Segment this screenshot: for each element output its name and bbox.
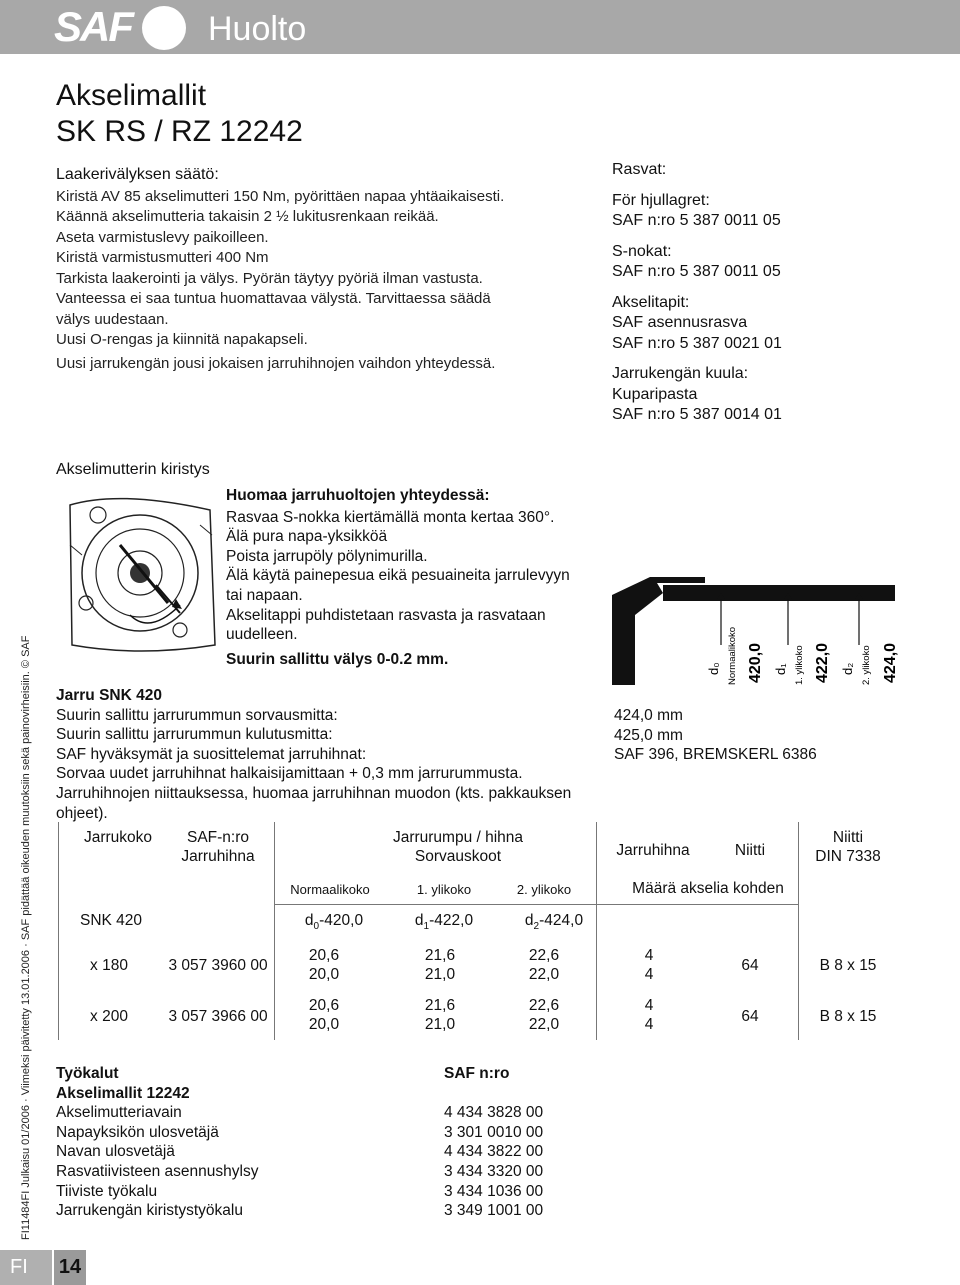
brake-value: 425,0 mm [614, 726, 683, 744]
grease-label: För hjullagret: [612, 191, 710, 209]
bearing-line: Uusi jarrukengän jousi jokaisen jarruhihnojen vaihdon yhteydessä. [56, 354, 496, 372]
page-title: Akselimallit [56, 79, 207, 112]
col-drum: Jarrurumpu / hihna [392, 829, 524, 846]
brake-service-heading: Huomaa jarruhuoltojen yhteydessä: [226, 487, 490, 504]
col-rivet-din: Niitti [832, 829, 864, 846]
sub-oversize-2: 2. ylikoko [516, 882, 572, 897]
saf-logo: SAF [54, 3, 132, 50]
hub-illustration [60, 485, 220, 660]
bearing-clearance-heading: Laakerivälyksen säätö: [56, 166, 219, 183]
brake-value: 424,0 mm [614, 707, 683, 724]
d0-label: Normaalikoko [727, 626, 738, 685]
list-item [56, 1201, 576, 1221]
sub-oversize-1: 1. ylikoko [416, 882, 472, 897]
bearing-line: Uusi O-rengas ja kiinnitä napakapseli. [56, 331, 308, 348]
grease-group [612, 242, 912, 283]
list-item [56, 1162, 576, 1182]
table-divider [274, 904, 798, 905]
col-drum-sub: Sorvauskoot [414, 848, 502, 865]
col-brake-size: Jarrukoko [83, 829, 153, 846]
tools-section [56, 1064, 576, 1221]
greases-section [612, 160, 912, 426]
table-row-normal-b: 20,0 [308, 966, 340, 983]
col-saf-no-sub: Jarruhihna [181, 848, 255, 865]
grease-line: Kuparipasta [612, 385, 698, 403]
sub-qty-per-axle: Määrä akselia kohden [632, 880, 784, 897]
brake-snk420-section [56, 686, 616, 823]
table-row-ov2-b: 22,0 [528, 1016, 560, 1033]
table-row-saf: 3 057 3966 00 [168, 1008, 268, 1025]
note-line: Älä käytä painepesua eikä pesuaineita jarrulevyyn [226, 567, 570, 585]
logo-circle-mark [142, 6, 186, 50]
page-number: 14 [54, 1250, 86, 1285]
axle-nut-tightening-heading: Akselimutterin kiristys [56, 461, 210, 478]
d1-symbol: d₁ [773, 663, 788, 675]
tools-model-heading: Akselimallit 12242 [56, 1084, 190, 1102]
table-row-normal-b: 20,0 [308, 1016, 340, 1033]
tools-code-heading: SAF n:ro [444, 1065, 510, 1082]
tool-name: Rasvatiivisteen asennushylsy [56, 1162, 259, 1180]
grease-line: SAF asennusrasva [612, 314, 748, 331]
note-line: Älä pura napa-yksikköä [226, 528, 388, 546]
tool-code: 3 434 1036 00 [444, 1182, 544, 1200]
section-title: Huolto [208, 10, 307, 48]
language-badge: FI [0, 1250, 52, 1285]
table-row-size: x 180 [90, 957, 128, 974]
col-rivet: Niitti [734, 842, 766, 859]
table-row-ov2-a: 22,6 [528, 997, 560, 1014]
table-row-lining-b: 4 [644, 966, 654, 983]
note-line: Akselitappi puhdistetaan rasvasta ja rasvataan [226, 606, 546, 624]
note-line: Rasvaa S-nokka kiertämällä monta kertaa 360°. [226, 508, 555, 526]
bearing-line: Tarkista laakerointi ja välys. Pyörän täytyy pyöriä ilman vastusta. [56, 269, 483, 287]
list-item [56, 1182, 576, 1202]
table-row-lining-a: 4 [644, 947, 654, 964]
list-item [56, 1123, 576, 1143]
table-row-lining-a: 4 [644, 997, 654, 1014]
table-row-normal-a: 20,6 [308, 997, 340, 1014]
grease-group [612, 364, 912, 426]
bearing-line: Käännä akselimutteria takaisin 2 ½ lukitusrenkaan reikää. [56, 208, 439, 225]
tool-name: Tiiviste työkalu [56, 1182, 158, 1200]
tools-heading: Työkalut [56, 1065, 119, 1082]
d1-value: 422,0 [814, 642, 831, 683]
table-row-ov1-a: 21,6 [424, 997, 456, 1014]
grease-line: SAF n:ro 5 387 0014 01 [612, 406, 782, 423]
grease-label: S-nokat: [612, 242, 672, 260]
tool-code: 3 349 1001 00 [444, 1202, 544, 1220]
tool-name: Jarrukengän kiristystyökalu [56, 1202, 243, 1220]
greases-heading: Rasvat: [612, 161, 667, 178]
col-lining: Jarruhihna [616, 842, 690, 859]
note-line: uudelleen. [226, 626, 298, 644]
d2-symbol: d₂ [840, 662, 855, 675]
d2-value: 424,0 [882, 642, 899, 683]
table-row-ov2-b: 22,0 [528, 966, 560, 983]
tool-code: 3 434 3320 00 [444, 1162, 544, 1180]
brake-line: Suurin sallittu jarrurummun sorvausmitta: [56, 706, 338, 724]
grease-group [612, 293, 912, 355]
tool-name: Navan ulosvetäjä [56, 1143, 175, 1161]
max-clearance-note: Suurin sallittu välys 0-0.2 mm. [226, 650, 449, 668]
page-subtitle: SK RS / RZ 12242 [56, 115, 303, 148]
d2-label: 2. ylikoko [861, 645, 872, 685]
tool-code: 3 301 0010 00 [444, 1123, 544, 1141]
brake-values [614, 706, 914, 765]
table-row-ov2-a: 22,6 [528, 947, 560, 964]
grease-label: Jarrukengän kuula: [612, 365, 749, 382]
brake-drum-diagram [605, 565, 905, 690]
tools-heading-row [56, 1064, 576, 1084]
table-row-ov1-b: 21,0 [424, 966, 456, 983]
list-item [56, 1142, 576, 1162]
table-row-rivets: 64 [741, 1008, 759, 1025]
bearing-line: Vanteessa ei saa tuntua huomattavaa välystä. Tarvittaessa säädä [56, 290, 491, 307]
snk-label: SNK 420 [80, 912, 143, 929]
brake-line: SAF hyväksymät ja suosittelemat jarruhihnat: [56, 745, 367, 763]
brake-line: Suurin sallittu jarrurummun kulutusmitta: [56, 726, 333, 744]
bearing-line: Kiristä varmistusmutteri 400 Nm [56, 249, 269, 266]
tool-name: Napayksikön ulosvetäjä [56, 1123, 219, 1141]
table-row-saf: 3 057 3960 00 [168, 957, 268, 974]
grease-line: SAF n:ro 5 387 0011 05 [612, 263, 781, 280]
sub-normal-size: Normaalikoko [290, 882, 370, 897]
grease-line: SAF n:ro 5 387 0021 01 [612, 334, 782, 352]
brake-heading: Jarru SNK 420 [56, 687, 162, 704]
table-divider [58, 822, 59, 1040]
d1-label: 1. ylikoko [794, 645, 805, 685]
table-row-din: B 8 x 15 [819, 1008, 877, 1025]
brake-line: Jarruhihnojen niittauksessa, huomaa jarruhihnan muodon (kts. pakkauksen ohjeet). [56, 784, 572, 822]
grease-label: Akselitapit: [612, 293, 690, 311]
brake-value: SAF 396, BREMSKERL 6386 [614, 746, 817, 764]
bearing-line: Kiristä AV 85 akselimutteri 150 Nm, pyörittäen napaa yhtäaikaisesti. [56, 187, 505, 205]
bearing-line: Aseta varmistuslevy paikoilleen. [56, 228, 269, 246]
snk-d2: $d_2-424,0$ [524, 912, 584, 933]
table-row-size: x 200 [90, 1008, 128, 1025]
table-row-lining-b: 4 [644, 1016, 654, 1033]
snk-d1: $d_1-422,0$ [414, 912, 474, 933]
brake-service-note [226, 486, 606, 669]
brake-line: Sorvaa uudet jarruhihnat halkaisijamittaan + 0,3 mm jarrurummusta. [56, 765, 523, 783]
col-saf-no: SAF-n:ro [186, 829, 249, 846]
table-row-rivets: 64 [741, 957, 759, 974]
bearing-clearance-section [56, 165, 556, 374]
bearing-line: välys uudestaan. [56, 310, 169, 328]
table-row-normal-a: 20,6 [308, 947, 340, 964]
note-line: tai napaan. [226, 586, 303, 604]
tool-code: 4 434 3828 00 [444, 1104, 544, 1122]
note-line: Poista jarrupöly pölynimurilla. [226, 547, 428, 565]
d0-value: 420,0 [747, 642, 764, 683]
publication-note: FI11484FI Julkaisu 01/2006 · Viimeksi päivitetty 13.01.2006 · SAF pidättää oikeuden muutoksiin sekä painovirheisiin. © SAF [20, 635, 32, 1240]
col-rivet-din-sub: DIN 7338 [815, 848, 881, 865]
list-item [56, 1103, 576, 1123]
snk-d0: $d_0-420,0$ [304, 912, 364, 933]
grease-line: SAF n:ro 5 387 0011 05 [612, 212, 781, 229]
tool-name: Akselimutteriavain [56, 1104, 182, 1122]
brake-lining-table [58, 822, 896, 1042]
grease-group [612, 191, 912, 232]
table-row-din: B 8 x 15 [819, 957, 877, 974]
tool-code: 4 434 3822 00 [444, 1143, 544, 1161]
table-row-ov1-b: 21,0 [424, 1016, 456, 1033]
table-row-ov1-a: 21,6 [424, 947, 456, 964]
d0-symbol: d₀ [706, 662, 721, 675]
